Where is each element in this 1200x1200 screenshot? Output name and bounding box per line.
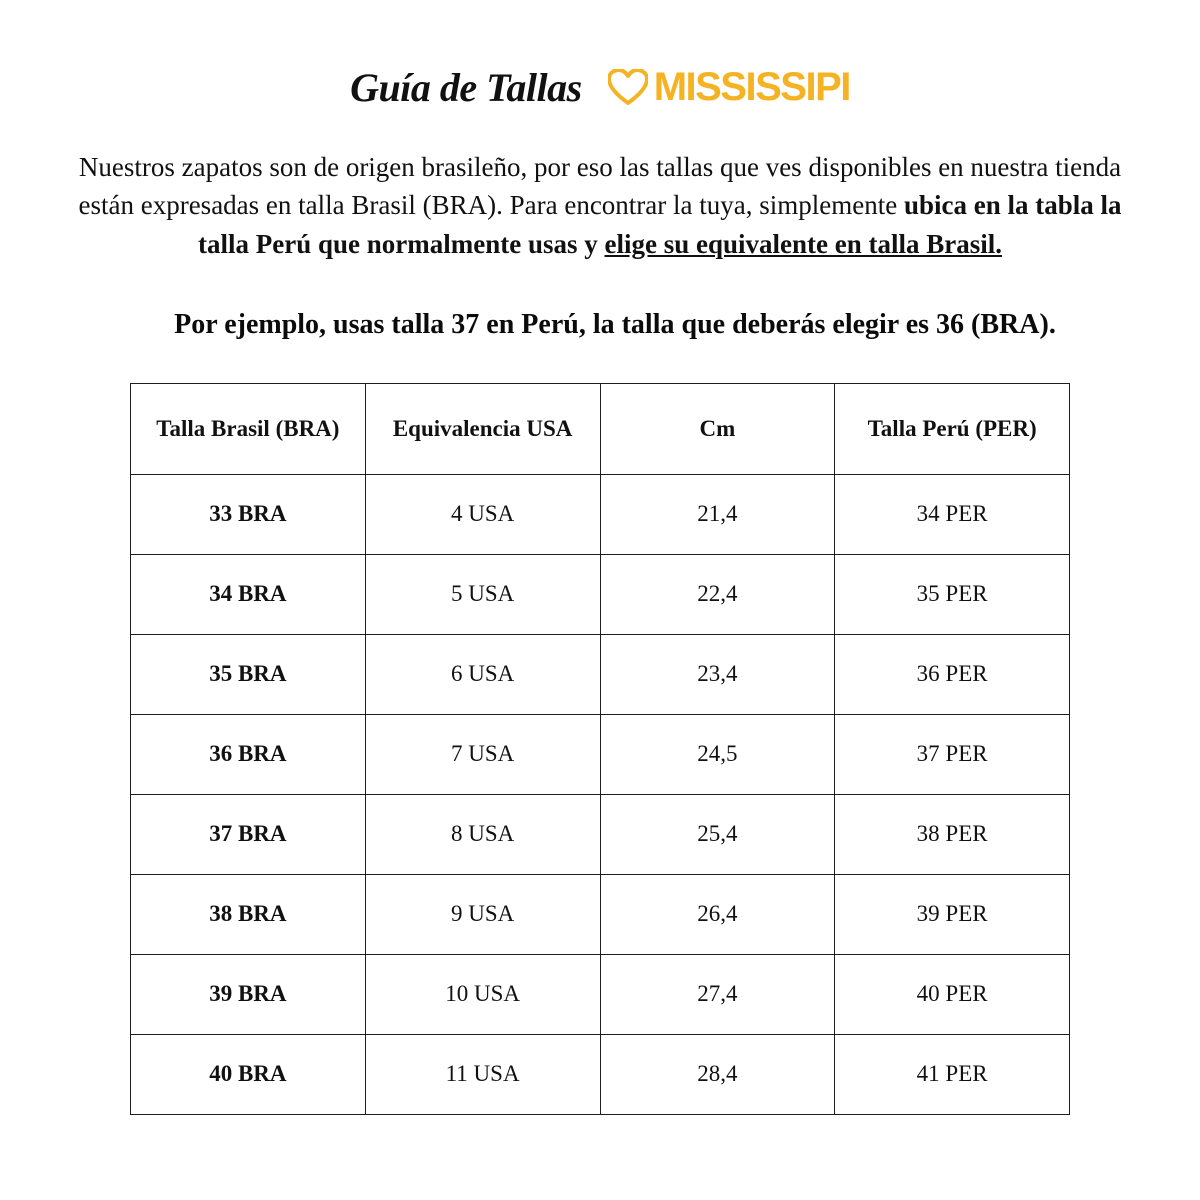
cell-per: 39 PER <box>835 874 1070 954</box>
table-row <box>131 714 1070 794</box>
intro-text-plain: Nuestros zapatos son de origen brasileño, por eso las tallas que ves disponibles en nuestra tienda están expresadas en talla Brasil (BRA). Para encontrar la tuya, simplemente <box>78 152 1122 221</box>
cell-usa: 10 USA <box>365 954 600 1034</box>
cell-usa: 6 USA <box>365 634 600 714</box>
cell-cm: 27,4 <box>600 954 835 1034</box>
cell-bra: 35 BRA <box>131 634 366 714</box>
size-table-head <box>131 383 1070 474</box>
size-table <box>130 383 1070 1115</box>
column-header-usa: Equivalencia USA <box>365 383 600 474</box>
cell-per: 38 PER <box>835 794 1070 874</box>
column-header-per: Talla Perú (PER) <box>835 383 1070 474</box>
cell-bra: 39 BRA <box>131 954 366 1034</box>
page-title: Guía de Tallas <box>350 64 582 110</box>
table-row <box>131 874 1070 954</box>
cell-bra: 40 BRA <box>131 1034 366 1114</box>
cell-per: 36 PER <box>835 634 1070 714</box>
column-header-cm: Cm <box>600 383 835 474</box>
cell-bra: 33 BRA <box>131 474 366 554</box>
cell-cm: 24,5 <box>600 714 835 794</box>
cell-usa: 8 USA <box>365 794 600 874</box>
size-table-container <box>130 383 1070 1115</box>
cell-per: 35 PER <box>835 554 1070 634</box>
table-row <box>131 474 1070 554</box>
table-header-row <box>131 383 1070 474</box>
heart-icon <box>608 69 648 105</box>
cell-bra: 36 BRA <box>131 714 366 794</box>
cell-cm: 23,4 <box>600 634 835 714</box>
example-text: Por ejemplo, usas talla 37 en Perú, la talla que deberás elegir es 36 (BRA). <box>174 308 1056 340</box>
cell-cm: 21,4 <box>600 474 835 554</box>
cell-per: 41 PER <box>835 1034 1070 1114</box>
cell-usa: 4 USA <box>365 474 600 554</box>
cell-cm: 22,4 <box>600 554 835 634</box>
cell-bra: 34 BRA <box>131 554 366 634</box>
cell-usa: 9 USA <box>365 874 600 954</box>
cell-cm: 26,4 <box>600 874 835 954</box>
intro-paragraph <box>70 148 1130 263</box>
column-header-bra: Talla Brasil (BRA) <box>131 383 366 474</box>
cell-per: 40 PER <box>835 954 1070 1034</box>
page-header <box>60 52 1140 122</box>
cell-usa: 7 USA <box>365 714 600 794</box>
intro-text-underlined: elige su equivalente en talla Brasil. <box>604 228 1002 259</box>
brand-name: MISSISSIPI <box>653 65 850 109</box>
cell-cm: 28,4 <box>600 1034 835 1114</box>
cell-usa: 11 USA <box>365 1034 600 1114</box>
table-row <box>131 954 1070 1034</box>
intro-text-bold: ubica en la tabla la talla Perú que normalmente usas y <box>198 190 1122 259</box>
cell-cm: 25,4 <box>600 794 835 874</box>
cell-usa: 5 USA <box>365 554 600 634</box>
cell-bra: 38 BRA <box>131 874 366 954</box>
cell-per: 34 PER <box>835 474 1070 554</box>
table-row <box>131 794 1070 874</box>
table-row <box>131 554 1070 634</box>
cell-bra: 37 BRA <box>131 794 366 874</box>
table-row <box>131 634 1070 714</box>
table-row <box>131 1034 1070 1114</box>
cell-per: 37 PER <box>835 714 1070 794</box>
size-table-body <box>131 474 1070 1114</box>
brand-logo <box>608 67 850 107</box>
